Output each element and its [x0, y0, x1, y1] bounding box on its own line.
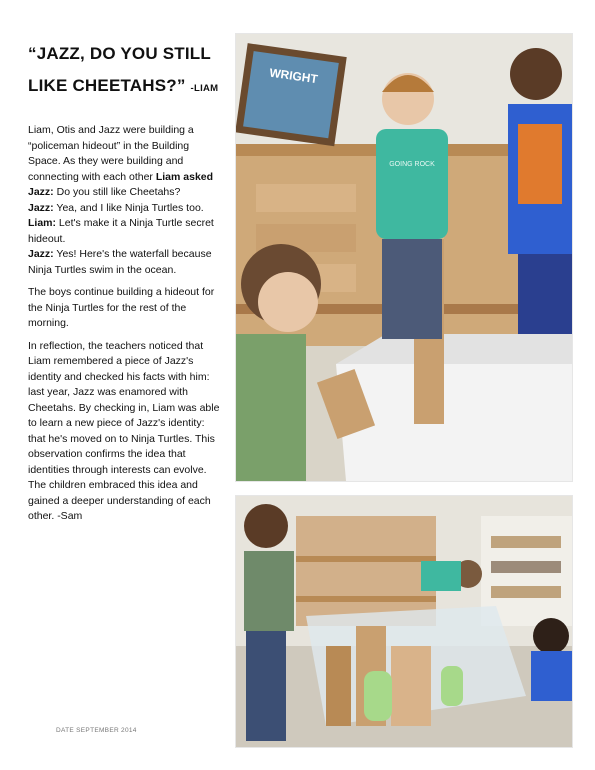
dialogue-line: Yes! Here's the waterfall because Ninja Turtles swim in the ocean. — [28, 248, 212, 276]
shirt-text: GOING ROCK — [389, 161, 435, 168]
poster-text: WRIGHT — [268, 65, 319, 87]
intro-text: Liam, Otis and Jazz were building a “policeman hideout” in the Building Space. As they were building and connecting with each other — [28, 124, 194, 183]
date-footer: DATE SEPTEMBER 2014 — [56, 727, 137, 734]
page-title — [28, 38, 233, 105]
photo-block-building — [235, 33, 573, 482]
intro-speaker: Liam asked Jazz: — [28, 170, 214, 198]
title-text: “JAZZ, DO YOU STILL LIKE CHEETAHS?” — [28, 44, 211, 95]
story-text — [28, 123, 223, 532]
story-continue: The boys continue building a hideout for the Ninja Turtles for the rest of the morning. — [28, 286, 215, 329]
photo-plexiglass-building-image — [236, 496, 572, 747]
photo-plexiglass-building — [235, 495, 573, 748]
story-reflection: In reflection, the teachers noticed that Liam remembered a piece of Jazz's identity and checked his facts with him: last year, Jazz was enamored with Cheetahs. By checking in, Liam was able to learn a new piece of Jazz's identity: that he's moved on to Ninja Turtles. This observation confirms the idea that identities through interests can evolve. The children embraced this idea and gained a deeper understanding of each other. -Sam — [28, 339, 220, 522]
dialogue-speaker: Jazz: — [28, 248, 54, 260]
title-attribution: -LIAM — [190, 83, 219, 94]
intro-question: Do you still like Cheetahs? — [53, 186, 181, 198]
dialogue-speaker: Jazz: — [28, 201, 54, 214]
photo-block-building-image — [236, 34, 572, 481]
dialogue-line: Let's make it a Ninja Turtle secret hideout. — [28, 217, 214, 245]
story-intro — [28, 123, 223, 278]
dialogue-line: Yea, and I like Ninja Turtles too. — [53, 201, 204, 214]
dialogue-speaker: Liam: — [28, 217, 57, 229]
